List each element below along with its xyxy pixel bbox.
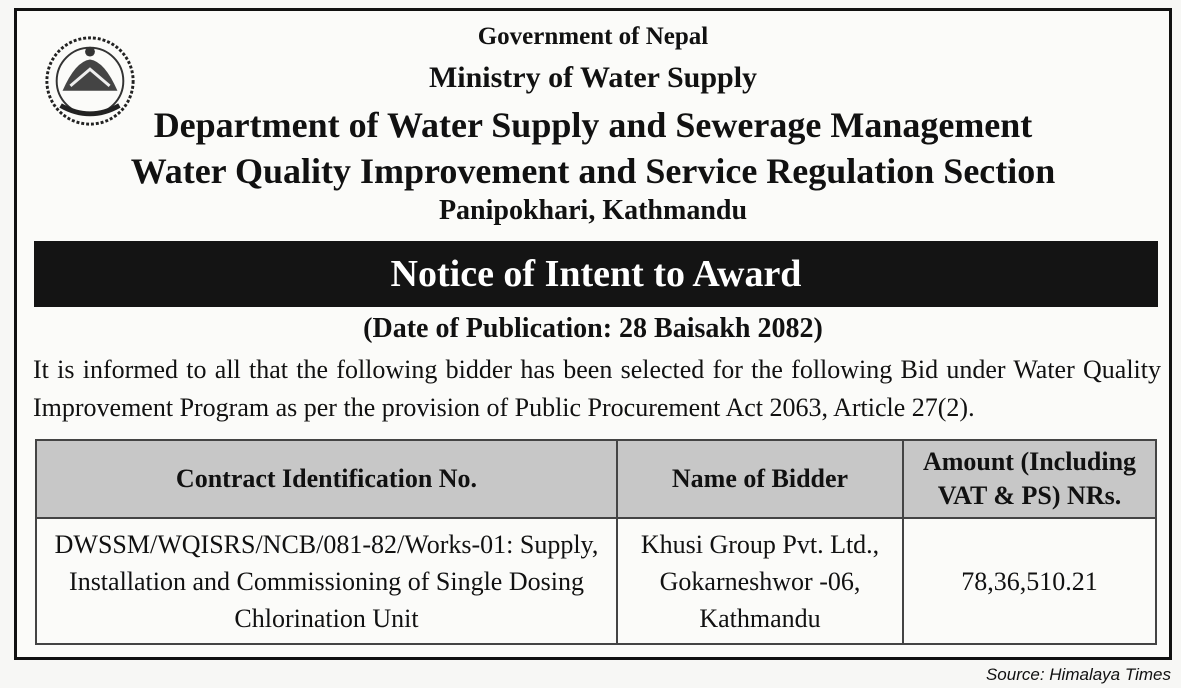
government-heading: Government of Nepal (477, 23, 709, 50)
cell-bidder: Khusi Group Pvt. Ltd., Gokarneshwor -06, Kathmandu (617, 518, 903, 644)
header-contract-id: Contract Identification No. (36, 440, 617, 518)
cell-amount: 78,36,510.21 (903, 518, 1156, 644)
notice-frame (14, 8, 1172, 660)
publication-date: (Date of Publication: 28 Baisakh 2082) (363, 313, 823, 344)
award-table (35, 439, 1157, 645)
department-heading: Department of Water Supply and Sewerage Management (153, 105, 1033, 145)
header-amount: Amount (Including VAT & PS) NRs. (903, 440, 1156, 518)
ministry-heading: Ministry of Water Supply (428, 61, 758, 94)
notice-body: It is informed to all that the following bidder has been selected for the following Bid under Water Quality Improvement Program as per the provision of Public Procurement Act 2063, Article 27(2). (33, 355, 1161, 422)
cell-contract: DWSSM/WQISRS/NCB/081-82/Works-01: Supply, Installation and Commissioning of Single Dosing Chlorination Unit (36, 518, 617, 644)
section-heading: Water Quality Improvement and Service Regulation Section (130, 151, 1056, 191)
table-header-row (36, 440, 1156, 518)
location-heading: Panipokhari, Kathmandu (438, 195, 748, 226)
source-credit: Source: Himalaya Times (985, 665, 1171, 684)
notice-title: Notice of Intent to Award (390, 253, 802, 295)
header-bidder-name: Name of Bidder (617, 440, 903, 518)
table-row (36, 518, 1156, 644)
notice-title-banner (34, 241, 1158, 307)
